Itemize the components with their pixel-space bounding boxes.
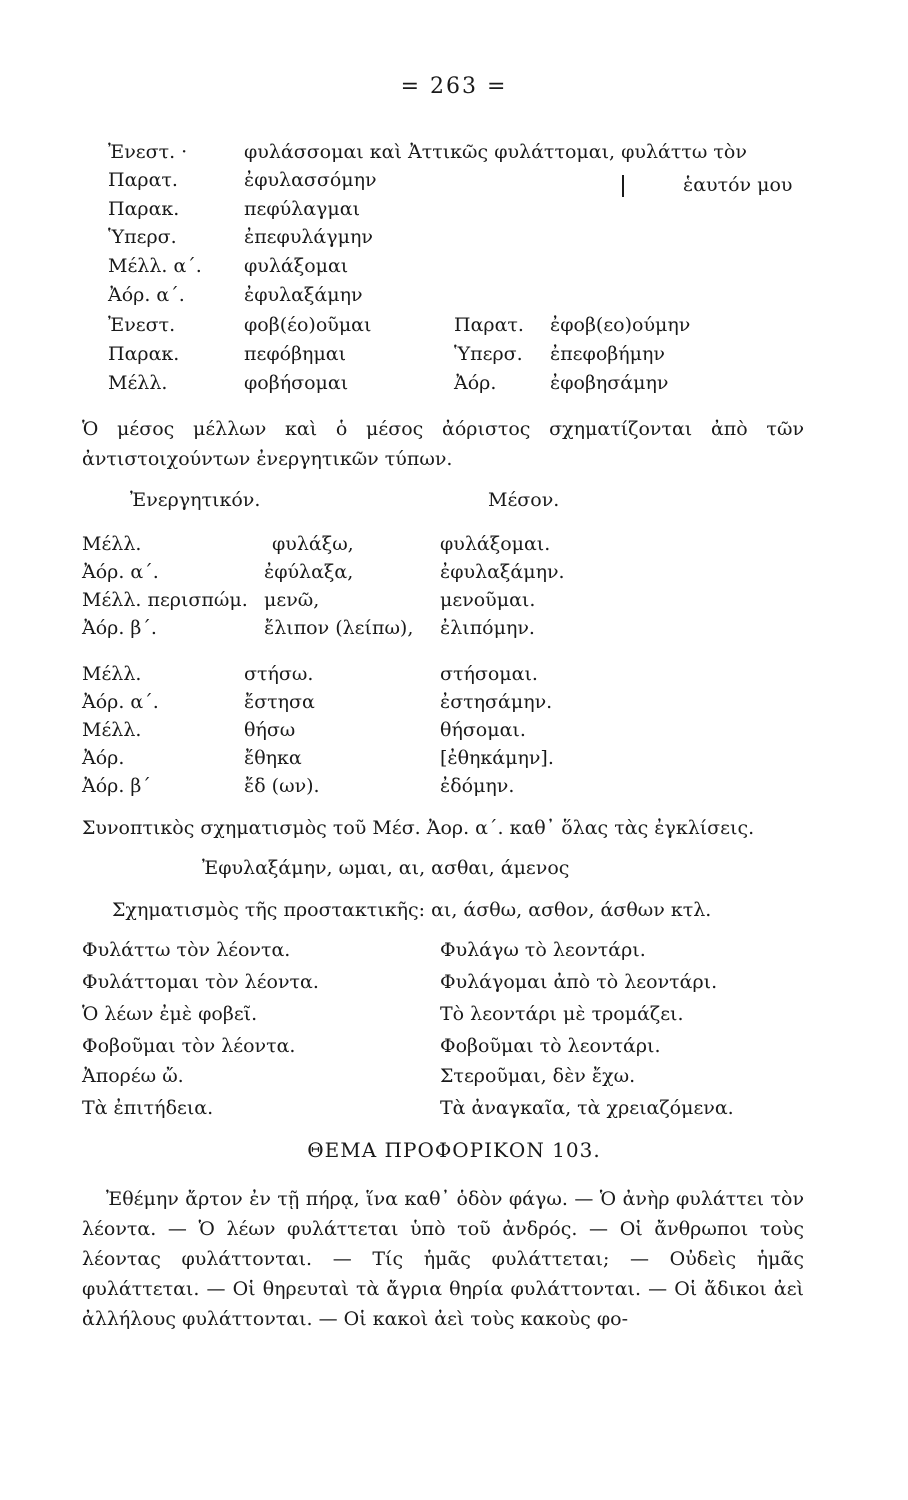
row-label: Ἀόρ. α΄. — [82, 691, 159, 713]
tense-label: Ὑπερσ. — [108, 226, 177, 248]
synoptic-forms: Ἐφυλαξάμην, ωμαι, αι, ασθαι, άμενος — [202, 857, 570, 879]
verb-form-continuation: ἑαυτόν μου — [683, 174, 793, 196]
row-label: Μέλλ. — [82, 719, 142, 741]
tense-label: Παρατ. — [454, 314, 524, 336]
active-form: ἔδ (ων). — [244, 775, 320, 797]
middle-form: στήσομαι. — [440, 663, 538, 685]
active-form: ἔθηκα — [244, 747, 302, 769]
middle-form: φυλάξομαι. — [440, 533, 551, 555]
row-label: Ἀόρ. α΄. — [82, 561, 159, 583]
row-label: Ἀόρ. β΄ — [82, 775, 151, 797]
row-label: Μέλλ. — [82, 533, 142, 555]
modern-sentence: Φυλάγομαι ἀπὸ τὸ λεοντάρι. — [440, 971, 718, 993]
ancient-sentence: Φοβοῦμαι τὸν λέοντα. — [82, 1035, 296, 1057]
tense-label: Ἐνεστ. · — [108, 141, 188, 163]
row-label: Ἀόρ. — [82, 747, 125, 769]
modern-sentence: Στεροῦμαι, δὲν ἔχω. — [440, 1065, 636, 1087]
verb-form: ἐφυλαξάμην — [244, 284, 363, 306]
tense-label: Παρακ. — [108, 343, 180, 365]
ancient-sentence: Ἀπορέω ὤ. — [82, 1065, 184, 1087]
tense-label: Ἐνεστ. — [108, 314, 176, 336]
middle-form: μενοῦμαι. — [440, 589, 536, 611]
active-form: ἔλιπον (λείπω), — [264, 617, 414, 639]
middle-form: ἐστησάμην. — [440, 691, 553, 713]
tense-label: Μέλλ. α΄. — [108, 255, 202, 277]
note-paragraph: Ὁ μέσος μέλλων καὶ ὁ μέσος ἀόριστος σχηματίζονται ἀπὸ τῶν ἀντιστοιχούντων ἐνεργητικῶν τύπων. — [82, 418, 804, 470]
verb-form: ἐπεφυλάγμην — [244, 226, 373, 248]
middle-form: θήσομαι. — [440, 719, 526, 741]
middle-form: [ἐθηκάμην]. — [440, 747, 554, 769]
verb-form: ἐφυλασσόμην — [244, 169, 377, 191]
tense-label: Μέλλ. — [108, 372, 168, 394]
exercise-title: ΘΕΜΑ ΠΡΟΦΟΡΙΚΟΝ 103. — [307, 1138, 601, 1162]
active-form: στήσω. — [244, 663, 314, 685]
tense-label: Παρατ. — [108, 169, 178, 191]
tense-label: Ὑπερσ. — [454, 343, 523, 365]
tense-label: Ἀόρ. — [454, 372, 497, 394]
verb-form: ἐφοβ(εο)ούμην — [550, 314, 691, 336]
ancient-sentence: Τὰ ἐπιτήδεια. — [82, 1097, 214, 1119]
row-label: Ἀόρ. β΄. — [82, 617, 157, 639]
exercise-text: Ἐθέμην ἄρτον ἐν τῇ πήρᾳ, ἵνα καθ᾽ ὁδὸν φάγω. — Ὁ ἀνὴρ φυλάττει τὸν λέοντα. — Ὁ λέων φυλάττεται ὑπὸ τοῦ ἀνδρός. — Οἱ ἄνθρωποι τοὺς λέοντας φυλάττονται. — Τίς ἡμᾶς φυλάττεται; — Οὐδεὶς ἡμᾶς φυλάττεται. — Οἱ θηρευταὶ τὰ ἄγρια θηρία φυλάττονται. — Οἱ ἄδικοι ἀεὶ ἀλλήλους φυλάττονται. — Οἱ κακοὶ ἀεὶ τοὺς κακοὺς φο- — [82, 1188, 804, 1330]
active-form: ἐφύλαξα, — [264, 561, 354, 583]
tense-label: Ἀόρ. α΄. — [108, 284, 185, 306]
active-form: μενῶ, — [264, 589, 320, 611]
row-label: Μέλλ. — [82, 663, 142, 685]
middle-form: ἐφυλαξάμην. — [440, 561, 565, 583]
middle-form: ἐλιπόμην. — [440, 617, 535, 639]
active-form: φυλάξω, — [272, 533, 354, 555]
modern-sentence: Φοβοῦμαι τὸ λεοντάρι. — [440, 1035, 661, 1057]
verb-form: φοβήσομαι — [244, 372, 349, 394]
tense-label: Παρακ. — [108, 198, 180, 220]
ancient-sentence: Φυλάττομαι τὸν λέοντα. — [82, 971, 319, 993]
imperative-line: Σχηματισμὸς τῆς προστακτικῆς: αι, άσθω, ασθον, άσθων κτλ. — [112, 899, 712, 921]
modern-sentence: Τὰ ἀναγκαῖα, τὰ χρειαζόμενα. — [440, 1097, 734, 1119]
verb-form: ἐπεφοβήμην — [550, 343, 665, 365]
modern-sentence: Φυλάγω τὸ λεοντάρι. — [440, 939, 646, 961]
page-number: = 263 = — [400, 74, 508, 99]
synoptic-line: Συνοπτικὸς σχηματισμὸς τοῦ Μέσ. Ἀορ. α΄. καθ᾽ ὅλας τὰς ἐγκλίσεις. — [82, 817, 755, 839]
ancient-sentence: Ὁ λέων ἐμὲ φοβεῖ. — [82, 1003, 258, 1025]
verb-form: φυλάξομαι — [244, 255, 349, 277]
verb-form: ἐφοβησάμην — [550, 372, 669, 394]
active-form: ἔστησα — [244, 691, 315, 713]
column-header-middle: Μέσον. — [488, 489, 560, 511]
verb-form: πεφόβημαι — [244, 343, 347, 365]
verb-form: φοβ(έο)οῦμαι — [244, 314, 372, 336]
active-form: θήσω — [244, 719, 296, 741]
verb-form: πεφύλαγμαι — [244, 198, 361, 220]
middle-form: ἐδόμην. — [440, 775, 515, 797]
vertical-bar — [622, 175, 624, 197]
column-header-active: Ἐνεργητικόν. — [130, 489, 261, 511]
row-label: Μέλλ. περισπώμ. — [82, 589, 248, 611]
modern-sentence: Τὸ λεοντάρι μὲ τρομάζει. — [440, 1003, 684, 1025]
verb-form: φυλάσσομαι καὶ Ἀττικῶς φυλάττομαι, φυλάττω τὸν — [244, 141, 747, 163]
ancient-sentence: Φυλάττω τὸν λέοντα. — [82, 939, 291, 961]
